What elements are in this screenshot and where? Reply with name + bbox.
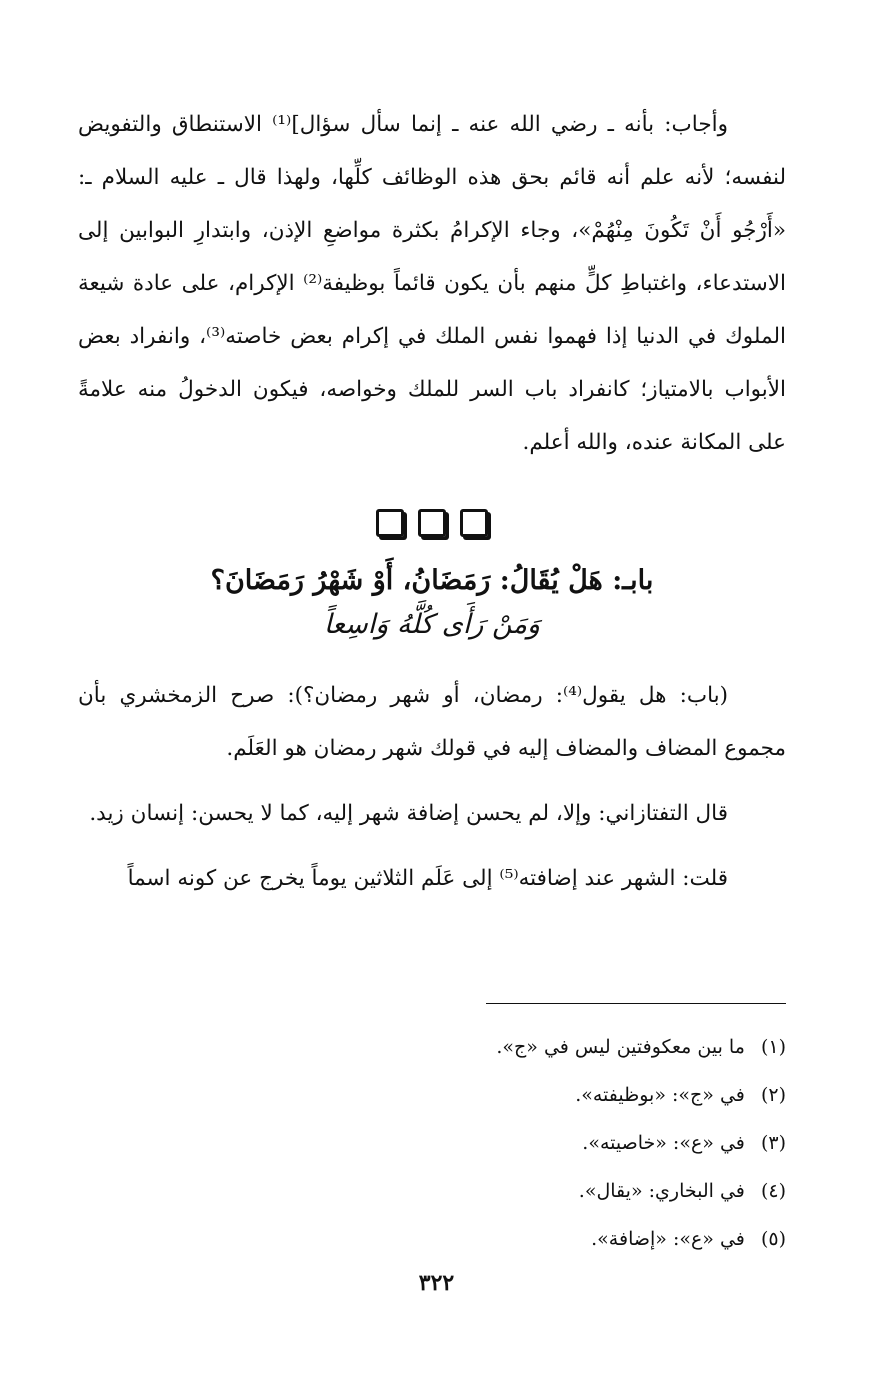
ornament-square-icon xyxy=(376,509,404,537)
paragraph-3-text: قال التفتازاني: وإلا، لم يحسن إضافة شهر إليه، كما لا يحسن: إنسان زيد. xyxy=(89,801,728,826)
footnote-number: (٢) xyxy=(760,1084,786,1106)
footnote-3 xyxy=(78,1119,786,1167)
page-number: ٣٢٢ xyxy=(418,1270,455,1296)
footnote-separator xyxy=(486,1003,786,1004)
footnote-text: في «ع»: «إضافة». xyxy=(591,1228,745,1250)
paragraph-4-text: قلت: الشهر عند إضافته⁽⁵⁾ إلى عَلَم الثلاثين يوماً يخرج عن كونه اسماً xyxy=(127,866,728,891)
ornament-square-icon xyxy=(418,509,446,537)
footnote-2 xyxy=(78,1071,786,1119)
footnote-text: في البخاري: «يقال». xyxy=(578,1180,745,1202)
footnote-text: ما بين معكوفتين ليس في «ج». xyxy=(496,1036,745,1058)
ornament-square-icon xyxy=(460,509,488,537)
footnote-number: (٥) xyxy=(760,1228,786,1250)
chapter-title-line-1: بابـ: هَلْ يُقَالُ: رَمَضَانُ، أَوْ شَهْرُ رَمَضَانَ؟ xyxy=(210,565,654,596)
footnotes xyxy=(78,1023,786,1263)
footnote-4 xyxy=(78,1167,786,1215)
footnote-text: في «ج»: «بوظيفته». xyxy=(575,1084,745,1106)
chapter-title-line-2: وَمَنْ رَأَى كُلَّهُ وَاسِعاً xyxy=(323,609,541,640)
paragraph-4 xyxy=(78,852,786,905)
footnote-number: (١) xyxy=(760,1036,786,1058)
chapter-title xyxy=(78,559,786,647)
footnote-number: (٤) xyxy=(760,1180,786,1202)
footnote-5 xyxy=(78,1215,786,1263)
paragraph-3 xyxy=(78,787,786,840)
paragraph-1 xyxy=(78,98,786,469)
footnote-text: في «ع»: «خاصيته». xyxy=(582,1132,745,1154)
footnote-1 xyxy=(78,1023,786,1071)
footnote-number: (٣) xyxy=(760,1132,786,1154)
section-ornament xyxy=(78,509,786,543)
paragraph-2 xyxy=(78,669,786,775)
page-body xyxy=(78,98,786,1250)
paragraph-1-text: وأجاب: بأنه ـ رضي الله عنه ـ إنما سأل سؤال]⁽¹⁾ الاستنطاق والتفويض لنفسه؛ لأنه علم أنه قائم بحق هذه الوظائف كلِّها، ولهذا قال ـ عليه السلام ـ: «أَرْجُو أَنْ تَكُونَ مِنْهُمْ»، وجاء الإكرامُ بكثرة مواضعِ الإذن، وابتدارِ البوابين إلى الاستدعاء، واغتباطِ كلٍّ منهم بأن يكون قائماً بوظيفة⁽²⁾ الإكرام، على عادة شيعة الملوك في الدنيا إذا فهموا نفس الملك في إكرام بعض خاصته⁽³⁾، وانفراد بعض الأبواب بالامتياز؛ كانفراد باب السر للملك وخواصه، فيكون الدخولُ منه علامةً على المكانة عنده، والله أعلم. xyxy=(78,112,786,455)
paragraph-2-text: (باب: هل يقول⁽⁴⁾: رمضان، أو شهر رمضان؟): صرح الزمخشري بأن مجموع المضاف والمضاف إليه في قولك شهر رمضان هو العَلَم. xyxy=(78,683,786,761)
